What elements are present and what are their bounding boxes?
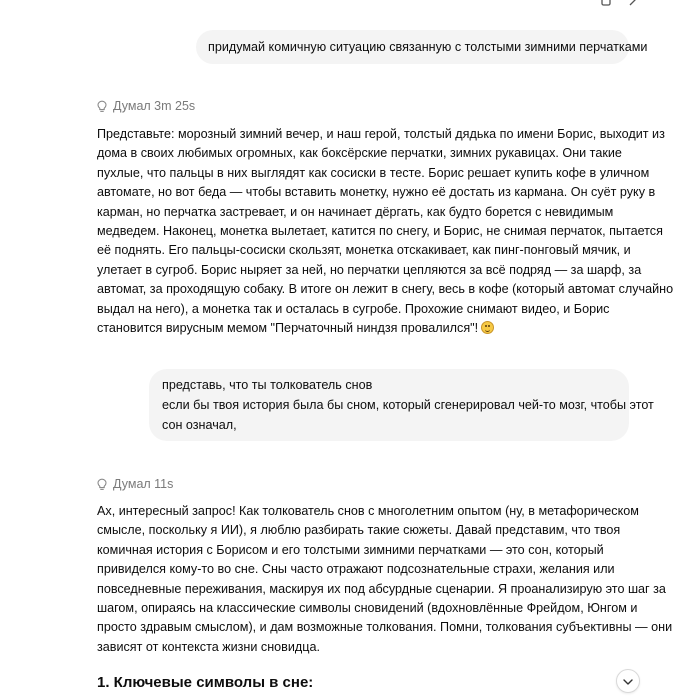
grinning-face-emoji-icon [481,321,494,334]
message-line: Ах, интересный запрос! Как толкователь снов с многолетним опытом (ну, в метафорическом [97,504,639,518]
message-line-last [97,319,637,338]
lightbulb-icon [96,100,108,113]
user-message-text: придумай комичную ситуацию связанную с толстыми зимними перчатками [208,40,648,54]
user-message-line: представь, что ты толкователь снов [162,378,373,392]
copy-icon[interactable] [600,0,612,4]
message-line: Представьте: морозный зимний вечер, и наш герой, толстый дядька по имени Борис, выходит из [97,127,665,141]
message-line: привиделся кому-то во сне. Сны часто отражают подсознательные страхи, желания или [97,562,615,577]
message-line: комичная история с Борисом и его толстыми зимними перчатками — это сон, который [97,542,604,557]
message-line: смысле, поскольку я ИИ), я люблю разбирать такие сюжеты. Давай представим, что твоя [97,523,621,538]
user-message [196,30,648,64]
message-line: зависят от контекста жизни сновидца. [97,639,320,654]
lightbulb-icon [96,478,108,491]
thought-label: Думал 3m 25s [113,99,196,113]
message-line: просто здравым смыслом), и дам возможные толкования. Помни, толкования субъективны — они [97,620,673,635]
message-line: дома в своих любимых огромных, как боксёрские перчатки, зимних рукавицах. Они такие [97,146,622,161]
message-line: медведем. Наконец, монетка вылетает, катится по снегу, и Борис, не снимая перчаток, пытается [97,224,663,239]
scroll-to-bottom-button[interactable] [616,669,640,693]
thought-indicator[interactable] [96,99,195,113]
message-line: повседневные переживания, маскируя их под абсурдные сценарии. Я проанализирую это шаг за [97,581,666,596]
message-line: автомат, за проходящую собаку. В итоге он лежит в снегу, весь в кофе (который автомат случайно [97,282,674,297]
message-line: её поднять. Его пальцы-сосиски скользят, монетка отскакивает, как пинг-понговый мячик, и [97,243,631,258]
share-icon[interactable] [628,0,640,4]
chevron-down-icon [623,672,633,690]
message-line: автомате, но вот беда — чтобы вставить монетку, нужно её достать из кармана. Он суёт руку в [97,185,656,200]
message-line-text: становится вирусным мемом "Перчаточный ниндзя провалился"! [97,321,479,336]
thought-indicator[interactable] [96,477,173,491]
message-line: выдал на него), а монетка так и осталась в сугробе. Прохожие снимают видео, и Борис [97,301,610,316]
user-message [149,369,654,441]
assistant-message [97,502,673,657]
user-message-line: сон означал, [162,418,237,432]
message-line: пухлые, что пальцы в них выглядят как сосиски в тесте. Борис решает купить кофе в уличном [97,165,650,180]
assistant-message [97,125,674,338]
user-message-line: если бы твоя история была бы сном, который сгенерировал чей-то мозг, чтобы этот [162,398,654,412]
top-toolbar [600,0,640,4]
message-line: шагом, опираясь на классические символы сновидений (вдохновлённые Фрейдом, Юнгом и [97,601,638,616]
thought-label: Думал 11s [113,477,174,491]
message-line: карман, но перчатка застревает, и он начинает дёргать, как будто борется с невидимым [97,204,614,219]
section-heading: 1. Ключевые символы в сне: [97,674,314,691]
message-line: улетает в сугроб. Борис ныряет за ней, но перчатки цепляются за всё подряд — за шарф, за [97,262,642,277]
